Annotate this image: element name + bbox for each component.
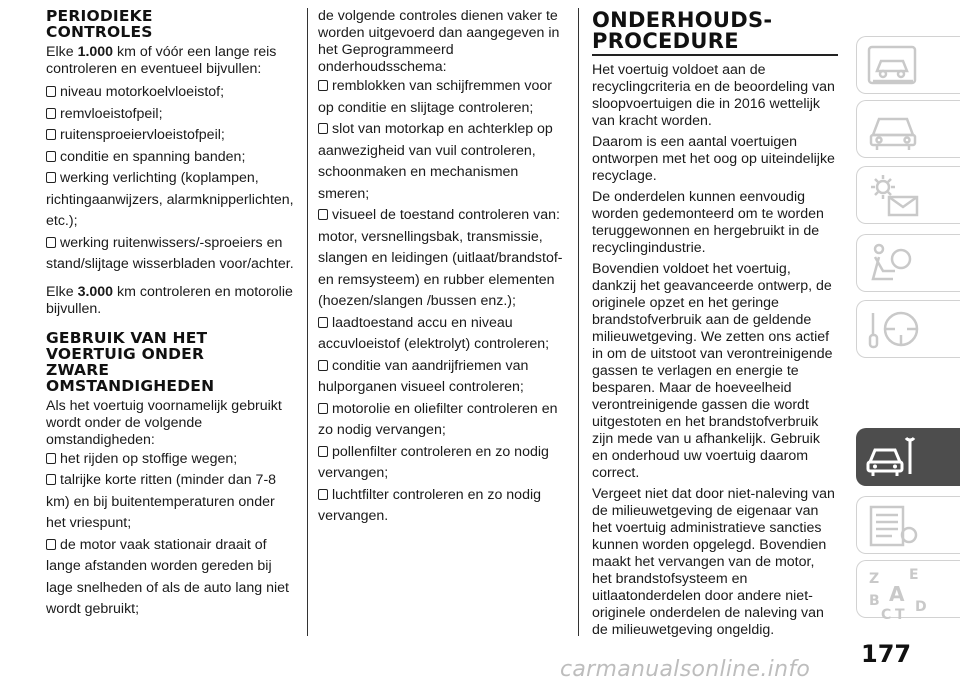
checklist-item <box>46 82 296 104</box>
checklist-item <box>46 470 296 535</box>
checkbox-bullet-icon <box>318 446 328 457</box>
checkbox-bullet-icon <box>318 123 328 134</box>
heading-underline <box>592 54 838 56</box>
frequent-checks-intro: de volgende controles dienen vaker te worden uitgevoerd dan aangegeven in het Geprogrammeerd onderhoudsschema: <box>318 8 560 75</box>
checkbox-bullet-icon <box>46 453 56 464</box>
checklist-item <box>318 485 566 528</box>
tab-maintenance[interactable] <box>856 428 960 486</box>
section-heading-heavy-use: GEBRUIK VAN HET VOERTUIG ONDER ZWARE OMSTANDIGHEDEN <box>46 328 215 395</box>
checklist-item <box>318 313 566 356</box>
tab-starting-driving[interactable] <box>856 300 960 358</box>
periodic-intro: Elke 1.000 km of vóór een lange reis controleren en eventueel bijvullen: <box>46 44 277 77</box>
checkbox-bullet-icon <box>318 403 328 414</box>
tab-index[interactable] <box>856 560 960 621</box>
checklist-item <box>46 449 296 471</box>
warning-light-mail-icon <box>865 171 925 221</box>
checkbox-bullet-icon <box>318 360 328 371</box>
checklist-item <box>318 119 566 205</box>
page-number: 177 <box>861 640 912 668</box>
checklist-item-text: remblokken van schijfremmen voor op conditie en slijtage controleren; <box>318 78 552 116</box>
car-dashboard-icon <box>865 41 925 91</box>
checklist-item-text: slot van motorkap en achterklep op aanwezigheid van vuil controleren, schoonmaken en mechanismen smeren; <box>318 121 553 202</box>
body-paragraph: De onderdelen kunnen eenvoudig worden gedemonteerd om te worden teruggewonnen en hergebruikt in de recyclingindustrie. <box>592 189 824 256</box>
index-letter-z: Z <box>869 571 880 587</box>
checklist-item-text: remvloeistofpeil; <box>60 105 163 122</box>
technical-data-icon <box>865 501 925 551</box>
checklist-item-text: ruitensproeiervloeistofpeil; <box>60 127 225 143</box>
body-paragraph: Daarom is een aantal voertuigen ontworpen met het oog op uiteindelijke recyclage. <box>592 134 835 184</box>
index-letter-a: A <box>889 582 905 606</box>
checkbox-bullet-icon <box>46 129 56 140</box>
checkbox-bullet-icon <box>46 474 56 485</box>
checklist-item-text: werking verlichting (koplampen, richtingaanwijzers, alarmknipperlichten, etc.); <box>46 170 294 229</box>
checklist-item <box>46 125 296 147</box>
checklist-item <box>46 168 296 233</box>
checkbox-bullet-icon <box>46 108 56 119</box>
index-letter-t: T <box>895 607 905 621</box>
column-right <box>592 8 838 643</box>
checklist-item-text: luchtfilter controleren en zo nodig vervangen. <box>318 486 541 524</box>
checkbox-bullet-icon <box>318 209 328 220</box>
checklist-item <box>318 442 566 485</box>
checkbox-bullet-icon <box>318 80 328 91</box>
key-steering-wheel-icon <box>865 305 925 355</box>
tab-dashboard[interactable] <box>856 36 960 94</box>
oil-check-paragraph: Elke 3.000 km controleren en motorolie bijvullen. <box>46 283 293 317</box>
checkbox-bullet-icon <box>46 172 56 183</box>
index-letter-d: D <box>915 599 927 615</box>
body-paragraph: Bovendien voldoet het voertuig, dankzij het geavanceerde ontwerp, de originele opzet en het geringe brandstofverbruik aan de geldende milieuwetgeving. We zetten ons actief in om de uitstoot van verontreinigende gassen te verlagen en energie te besparen. Maar de hoeveelheid verontreinigende gassen die wordt uitgestoten en het brandstofverbruik zijn mede van u afhankelijk. Gebruik en onderhoud uw voertuig daarom correct. <box>592 261 833 481</box>
checklist-item-text: het rijden op stoffige wegen; <box>60 450 238 467</box>
checkbox-bullet-icon <box>318 317 328 328</box>
checklist-item-text: werking ruitenwissers/-sproeiers en stand/slijtage wisserbladen voor/achter. <box>46 234 294 272</box>
body-paragraph: Het voertuig voldoet aan de recyclingcriteria en de beoordeling van sloopvoertuigen die in 2016 wettelijk van kracht worden. <box>592 62 835 129</box>
checklist-item <box>46 535 296 621</box>
section-heading-maintenance-procedure: ONDERHOUDS- PROCEDURE <box>592 8 773 53</box>
car-front-icon <box>865 105 925 155</box>
checklist-item <box>46 233 296 276</box>
checkbox-bullet-icon <box>46 539 56 550</box>
section-heading-periodic: PERIODIEKE CONTROLES <box>46 7 153 41</box>
checklist-item-text: laadtoestand accu en niveau accuvloeistof (elektrolyt) controleren; <box>318 314 550 352</box>
checklist-item-text: niveau motorkoelvloeistof; <box>60 84 225 100</box>
checklist-item <box>318 76 566 119</box>
column-divider-2 <box>578 8 579 636</box>
maintenance-procedure-text <box>592 62 838 639</box>
checkbox-bullet-icon <box>46 237 56 248</box>
periodic-checklist <box>46 82 296 276</box>
checklist-item <box>318 356 566 399</box>
tab-safety[interactable] <box>856 234 960 292</box>
checklist-item <box>318 205 566 313</box>
alphabetical-index-icon <box>865 565 935 621</box>
column-left <box>46 8 296 627</box>
body-paragraph: Vergeet niet dat door niet-naleving van de milieuwetgeving de eigenaar van het voertuig administratieve sancties kunnen worden opgelegd. Bovendien maakt het vervangen van de motor, het brandstofsysteem en uitlaatonderdelen door andere niet-originele onderdelen de naleving van de milieuwetgeving ongeldig. <box>592 486 835 638</box>
checkbox-bullet-icon <box>318 489 328 500</box>
checklist-item-text: conditie en spanning banden; <box>60 148 246 165</box>
checklist-item <box>318 399 566 442</box>
index-letter-e: E <box>909 567 919 583</box>
index-letter-c: C <box>881 607 892 621</box>
checklist-item-text: de motor vaak stationair draait of lange afstanden worden gereden bij lage snelheden of als de auto lang niet wordt gebruikt; <box>46 536 289 617</box>
tab-car-knowledge[interactable] <box>856 100 960 158</box>
column-middle <box>318 8 566 534</box>
checklist-item-text: motorolie en oliefilter controleren en zo nodig vervangen; <box>318 400 558 438</box>
checklist-item-text: talrijke korte ritten (minder dan 7-8 km) en bij buitentemperaturen onder het vriespunt; <box>46 472 277 531</box>
checkbox-bullet-icon <box>46 86 56 97</box>
heavy-use-intro: Als het voertuig voornamelijk gebruikt wordt onder de volgende omstandigheden: <box>46 397 282 448</box>
frequent-checks-checklist <box>318 76 566 528</box>
checklist-item-text: visueel de toestand controleren van: motor, versnellingsbak, transmissie, slangen en leidingen (uitlaat/brandstof- en remsysteem) en rubber elementen (hoezen/slangen /bussen enz.); <box>318 207 563 309</box>
watermark: carmanualsonline.info <box>560 657 811 682</box>
tab-warning-lights[interactable] <box>856 166 960 224</box>
checklist-item <box>46 104 296 126</box>
index-letter-b: B <box>869 593 880 609</box>
checklist-item-text: pollenfilter controleren en zo nodig vervangen; <box>318 443 549 481</box>
checkbox-bullet-icon <box>46 151 56 162</box>
car-wrench-icon <box>864 432 924 482</box>
tab-technical-data[interactable] <box>856 496 960 554</box>
checklist-item <box>46 147 296 169</box>
airbag-seat-icon <box>865 239 925 289</box>
checklist-item-text: conditie van aandrijfriemen van hulporganen visueel controleren; <box>318 357 529 395</box>
heavy-use-checklist <box>46 449 296 621</box>
column-divider-1 <box>307 8 308 636</box>
